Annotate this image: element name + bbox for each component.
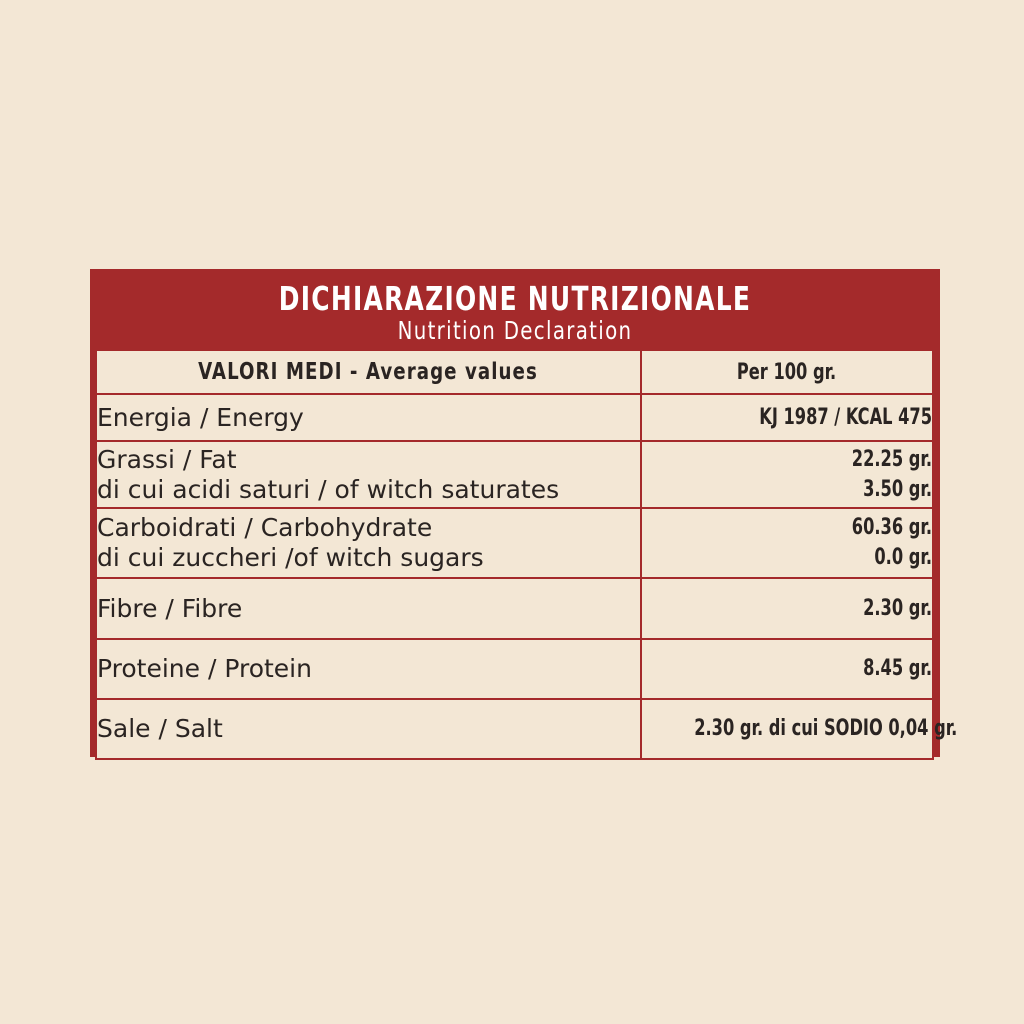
nutrient-value-cell xyxy=(641,639,933,699)
nutrient-value: 60.36 gr. xyxy=(851,515,932,540)
nutrient-value: 2.30 gr. xyxy=(863,595,932,621)
nutrient-name-cell xyxy=(96,441,641,508)
nutrient-value-cell xyxy=(641,394,933,441)
nutrient-subname: di cui acidi saturi / of witch saturates xyxy=(97,474,560,504)
table-row-protein xyxy=(96,639,933,699)
nutrient-name-cell xyxy=(96,639,641,699)
nutrient-value-cell xyxy=(641,508,933,578)
column-header-per-100g: Per 100 gr. xyxy=(641,350,933,394)
table-row-fibre xyxy=(96,578,933,639)
nutrient-subvalue: 0.0 gr. xyxy=(874,545,932,570)
table-header-row xyxy=(96,350,933,394)
nutrient-name-cell xyxy=(96,508,641,578)
label-title: DICHIARAZIONE NUTRIZIONALE xyxy=(278,279,752,318)
nutrient-name-cell xyxy=(96,699,641,759)
label-subtitle: Nutrition Declaration xyxy=(397,316,633,345)
nutrient-value-cell xyxy=(641,441,933,508)
nutrient-subname: di cui zuccheri /of witch sugars xyxy=(97,543,484,572)
column-header-values: VALORI MEDI - Average values xyxy=(96,350,641,394)
nutrient-name-cell xyxy=(96,578,641,639)
label-header xyxy=(90,269,940,349)
nutrient-value: KJ 1987 / KCAL 475 xyxy=(759,404,932,430)
nutrient-name: Sale / Salt xyxy=(97,714,223,743)
nutrient-name: Grassi / Fat xyxy=(97,444,237,474)
nutrition-table xyxy=(95,349,958,760)
nutrient-name: Fibre / Fibre xyxy=(97,593,243,623)
table-row-salt xyxy=(96,699,933,759)
nutrient-name: Carboidrati / Carbohydrate xyxy=(97,513,433,542)
nutrient-value: 2.30 gr. di cui SODIO 0,04 gr. xyxy=(694,716,958,741)
nutrient-value: 8.45 gr. xyxy=(863,656,932,681)
nutrient-value-cell xyxy=(641,699,958,759)
nutrient-value-cell xyxy=(641,578,933,639)
nutrient-name: Energia / Energy xyxy=(97,402,304,432)
nutrient-name: Proteine / Protein xyxy=(97,654,312,683)
nutrient-name-cell xyxy=(96,394,641,441)
nutrient-value: 22.25 gr. xyxy=(851,446,932,472)
nutrient-subvalue: 3.50 gr. xyxy=(863,476,932,502)
table-row-carbohydrate xyxy=(96,508,933,578)
table-row-fat xyxy=(96,441,933,508)
table-row-energy xyxy=(96,394,933,441)
